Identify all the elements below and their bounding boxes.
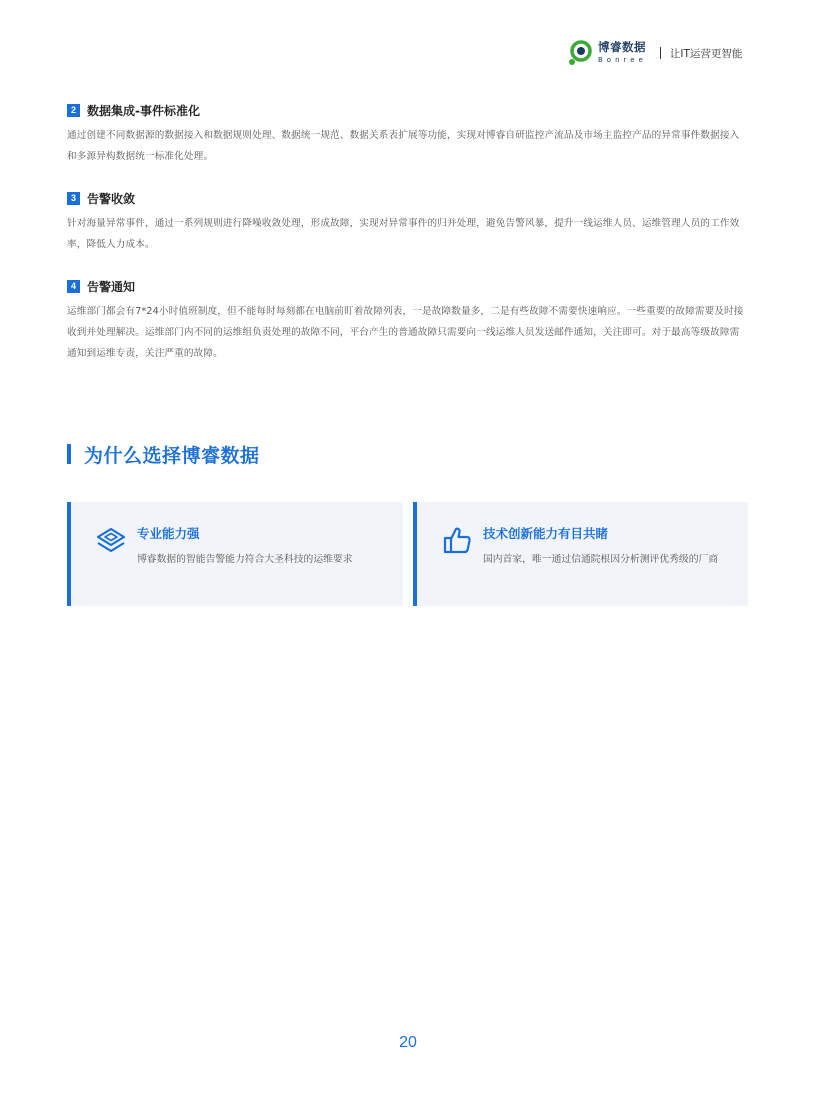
- logo-name-cn: 博睿数据: [598, 40, 646, 55]
- header-divider: [660, 47, 661, 59]
- feature-card-innovation: [413, 502, 748, 606]
- page-header: [566, 38, 742, 68]
- card-title: 技术创新能力有目共睹: [483, 526, 609, 541]
- section-title: 告警通知: [87, 279, 136, 294]
- section-body: 运维部门都会有7*24小时值班制度，但不能每时每刻都在电脑前盯着故障列表，一是故障数量多，二是有些故障不需要快速响应。一些重要的故障需要及时接收到并处理解决。运维部门内不同的运维组负责处理的故障不同，平台产生的普通故障只需要向一线运维人员发送邮件通知，关注即可。对于最高等级故障需通知到运维专责，关注严重的故障。: [67, 306, 744, 359]
- section-title: 告警收敛: [87, 191, 136, 206]
- why-choose-heading: [67, 442, 260, 466]
- thumbs-up-icon: [441, 524, 473, 556]
- section-number-badge: 4: [67, 280, 80, 293]
- section-number-badge: 3: [67, 192, 80, 205]
- page-number: 20: [399, 1034, 417, 1051]
- section-body: 针对海量异常事件，通过一系列规则进行降噪收敛处理，形成故障，实现对异常事件的归并处理，避免告警风暴，提升一线运维人员、运维管理人员的工作效率，降低人力成本。: [67, 218, 740, 250]
- card-title: 专业能力强: [137, 526, 200, 541]
- why-choose-title: 为什么选择博睿数据: [84, 444, 260, 467]
- heading-accent-bar: [67, 444, 71, 464]
- section-title: 数据集成-事件标准化: [87, 103, 200, 118]
- feature-card-professional: [67, 502, 403, 606]
- section-alert-notification: [67, 278, 747, 364]
- section-number-badge: 2: [67, 104, 80, 117]
- bonree-logo-icon: [566, 39, 594, 67]
- layers-icon: [95, 524, 127, 556]
- logo-name-en: Bonree: [598, 55, 647, 64]
- header-slogan: 让IT运营更智能: [669, 47, 743, 60]
- section-alert-convergence: [67, 190, 747, 255]
- card-body: 国内首家，唯一通过信通院根因分析测评优秀级的厂商: [483, 554, 719, 565]
- card-body: 博睿数据的智能告警能力符合大圣科技的运维要求: [137, 554, 353, 565]
- section-event-standardization: [67, 102, 747, 167]
- section-body: 通过创建不同数据源的数据接入和数据规则处理、数据统一规范、数据关系表扩展等功能，实现对博睿自研监控产流品及市场主监控产品的异常事件数据接入和多源异构数据统一标准化处理。: [67, 130, 740, 162]
- logo-text: [598, 42, 647, 64]
